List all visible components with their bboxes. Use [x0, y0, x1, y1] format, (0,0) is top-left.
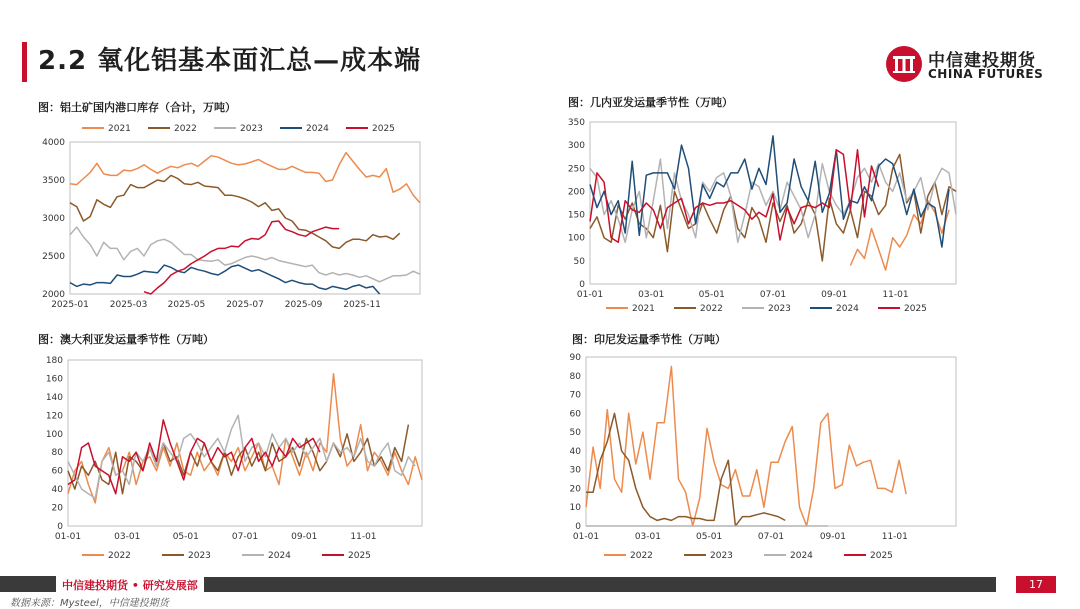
x-tick-label: 2025-03 — [109, 300, 148, 310]
chart-indonesia-shipments — [548, 350, 968, 565]
x-tick-label: 09-01 — [291, 532, 318, 542]
page-number: 17 — [1016, 576, 1056, 593]
series-line-2023 — [590, 159, 956, 242]
y-tick-label: 3000 — [42, 214, 65, 224]
y-tick-label: 20 — [569, 484, 581, 495]
y-tick-label: 350 — [567, 118, 585, 128]
series-line-2023 — [586, 413, 785, 526]
y-tick-label: 0 — [57, 522, 63, 532]
y-tick-label: 4000 — [42, 138, 65, 148]
y-tick-label: 0 — [579, 280, 585, 290]
y-tick-label: 200 — [567, 187, 585, 198]
legend-label-2025: 2025 — [348, 551, 371, 561]
series-line-2024 — [590, 136, 949, 247]
legend-label-2024: 2024 — [790, 551, 813, 561]
chart-3-title: 图：澳大利亚发运量季节性（万吨） — [38, 333, 214, 346]
chart-australia-shipments — [30, 350, 440, 565]
footer-bar-left — [0, 576, 56, 592]
x-tick-label: 11-01 — [881, 532, 908, 542]
y-tick-label: 2000 — [42, 290, 65, 300]
x-tick-label: 2025-07 — [226, 300, 264, 310]
y-tick-label: 30 — [569, 465, 581, 476]
x-tick-label: 2025-05 — [167, 300, 206, 310]
y-tick-label: 60 — [569, 409, 581, 420]
y-tick-label: 150 — [567, 210, 585, 221]
x-tick-label: 03-01 — [634, 532, 661, 542]
chart-1-title: 图：铝土矿国内港口库存（合计，万吨） — [38, 101, 236, 114]
chart-2-title: 图：几内亚发运量季节性（万吨） — [568, 96, 733, 109]
plot-frame — [70, 142, 420, 294]
series-line-2022 — [70, 175, 400, 248]
legend-label-2021: 2021 — [632, 304, 655, 314]
x-tick-label: 11-01 — [350, 532, 377, 542]
y-tick-label: 100 — [45, 429, 63, 440]
x-tick-label: 07-01 — [759, 290, 787, 300]
chart-guinea-shipments — [548, 112, 968, 322]
x-tick-label: 07-01 — [757, 532, 785, 542]
series-line-2023 — [70, 227, 420, 282]
data-source: 数据来源：Mysteel，中信建投期货 — [10, 598, 169, 609]
y-tick-label: 100 — [567, 233, 585, 244]
x-tick-label: 2025-09 — [284, 300, 323, 310]
x-tick-label: 01-01 — [54, 532, 82, 542]
y-tick-label: 160 — [45, 374, 63, 385]
series-line-2022 — [586, 366, 906, 526]
brand-logo-icon — [884, 44, 924, 84]
legend-label-2023: 2023 — [710, 551, 733, 561]
x-tick-label: 05-01 — [172, 532, 199, 542]
x-tick-label: 03-01 — [638, 290, 665, 300]
legend-label-2025: 2025 — [372, 124, 395, 134]
legend-label-2024: 2024 — [306, 124, 329, 134]
y-tick-label: 50 — [569, 428, 581, 439]
y-tick-label: 180 — [45, 356, 63, 366]
x-tick-label: 2025-01 — [51, 300, 89, 310]
x-tick-label: 2025-11 — [343, 300, 381, 310]
y-tick-label: 250 — [567, 164, 585, 175]
legend-label-2025: 2025 — [870, 551, 893, 561]
y-tick-label: 80 — [569, 371, 581, 382]
legend-label-2022: 2022 — [108, 551, 131, 561]
legend-label-2024: 2024 — [836, 304, 859, 314]
x-tick-label: 09-01 — [821, 290, 848, 300]
series-line-2023 — [68, 425, 408, 494]
chart-4-title: 图：印尼发运量季节性（万吨） — [572, 333, 726, 346]
brand-name-en: CHINA FUTURES — [928, 67, 1044, 81]
x-tick-label: 01-01 — [576, 290, 604, 300]
x-tick-label: 05-01 — [698, 290, 725, 300]
legend-label-2022: 2022 — [700, 304, 723, 314]
y-tick-label: 120 — [45, 411, 63, 422]
footer-bar — [204, 577, 996, 592]
series-line-2025 — [590, 150, 879, 243]
x-tick-label: 07-01 — [231, 532, 259, 542]
x-tick-label: 01-01 — [572, 532, 600, 542]
y-tick-label: 0 — [575, 522, 581, 532]
legend-label-2022: 2022 — [174, 124, 197, 134]
y-tick-label: 60 — [51, 466, 63, 477]
brand-name-cn: 中信建投期货 — [928, 51, 1036, 71]
y-tick-label: 2500 — [42, 252, 65, 262]
legend-label-2023: 2023 — [188, 551, 211, 561]
legend-label-2023: 2023 — [240, 124, 263, 134]
footer-dept: 中信建投期货 • 研究发展部 — [62, 579, 198, 592]
legend-label-2022: 2022 — [630, 551, 653, 561]
legend-label-2024: 2024 — [268, 551, 291, 561]
y-tick-label: 10 — [569, 503, 581, 514]
chart-bauxite-port-inventory — [30, 112, 440, 322]
x-tick-label: 11-01 — [882, 290, 909, 300]
x-tick-label: 09-01 — [819, 532, 846, 542]
y-tick-label: 70 — [569, 390, 581, 401]
y-tick-label: 80 — [51, 448, 63, 459]
y-tick-label: 50 — [573, 256, 585, 267]
y-tick-label: 3500 — [42, 176, 65, 186]
y-tick-label: 90 — [569, 353, 581, 363]
series-line-2024 — [70, 265, 380, 294]
page-title: 2.2 氧化铝基本面汇总—成本端 — [38, 46, 422, 76]
legend-label-2023: 2023 — [768, 304, 791, 314]
y-tick-label: 300 — [567, 141, 585, 152]
x-tick-label: 05-01 — [696, 532, 723, 542]
y-tick-label: 40 — [51, 485, 63, 496]
title-accent-bar — [22, 42, 27, 82]
legend-label-2025: 2025 — [904, 304, 927, 314]
y-tick-label: 20 — [51, 503, 63, 514]
y-tick-label: 40 — [569, 446, 581, 457]
x-tick-label: 03-01 — [114, 532, 141, 542]
legend-label-2021: 2021 — [108, 124, 131, 134]
y-tick-label: 140 — [45, 392, 63, 403]
